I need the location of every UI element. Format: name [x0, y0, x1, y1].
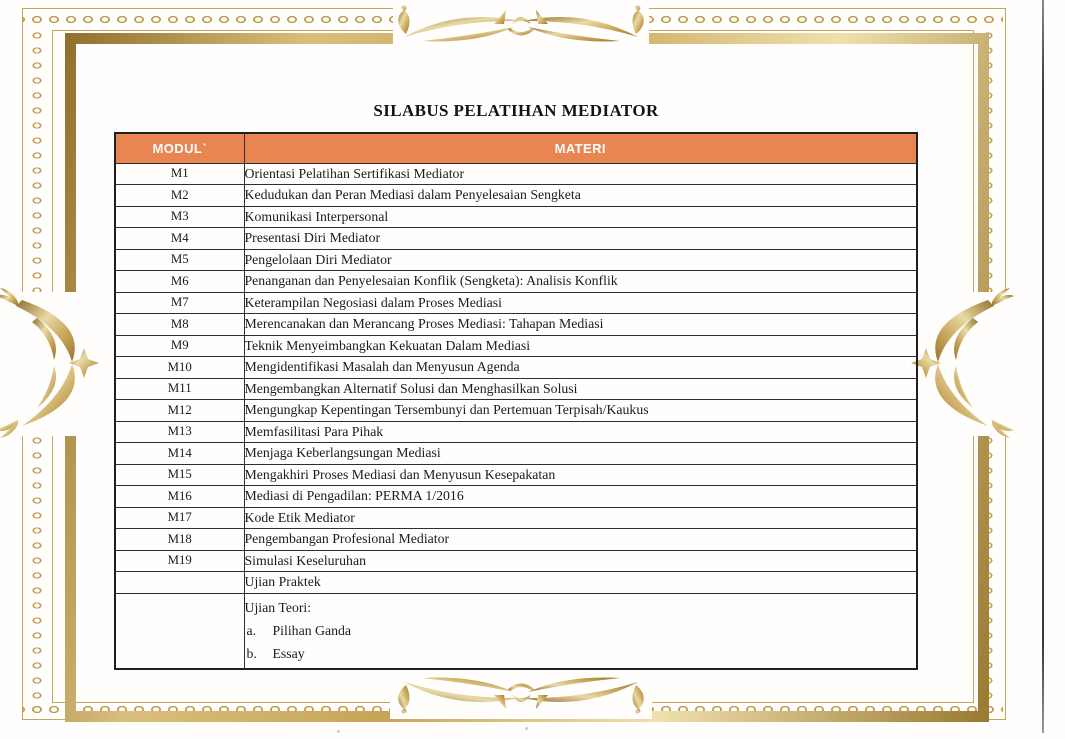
- table-row: [115, 357, 917, 379]
- modul-cell: M11: [115, 378, 244, 400]
- materi-cell: Memfasilitasi Para Pihak: [244, 421, 917, 443]
- materi-cell: Mengungkap Kepentingan Tersembunyi dan Pertemuan Terpisah/Kaukus: [244, 400, 917, 422]
- table-row: [115, 378, 917, 400]
- materi-cell: Komunikasi Interpersonal: [244, 206, 917, 228]
- modul-cell: M1: [115, 163, 244, 185]
- materi-cell: Pengembangan Profesional Mediator: [244, 529, 917, 551]
- materi-cell: Mediasi di Pengadilan: PERMA 1/2016: [244, 486, 917, 508]
- modul-cell: M4: [115, 228, 244, 250]
- modul-column-header: MODUL`: [115, 133, 244, 163]
- table-row: [115, 335, 917, 357]
- exam-item: [245, 619, 917, 642]
- table-row: [115, 249, 917, 271]
- materi-cell: Mengidentifikasi Masalah dan Menyusun Agenda: [244, 357, 917, 379]
- ornament-band-left: [23, 29, 51, 702]
- table-row: [115, 486, 917, 508]
- exam-modul-cell: [115, 593, 244, 669]
- table-row: [115, 421, 917, 443]
- syllabus-table-body: [115, 163, 917, 593]
- table-row: [115, 507, 917, 529]
- materi-cell: Merencanakan dan Merancang Proses Mediasi: Tahapan Mediasi: [244, 314, 917, 336]
- materi-cell: Pengelolaan Diri Mediator: [244, 249, 917, 271]
- modul-cell: M10: [115, 357, 244, 379]
- materi-cell: Simulasi Keseluruhan: [244, 550, 917, 572]
- table-row: [115, 400, 917, 422]
- table-row: [115, 206, 917, 228]
- modul-cell: M7: [115, 292, 244, 314]
- table-row: [115, 163, 917, 185]
- exam-row: [115, 593, 917, 669]
- materi-cell: Mengakhiri Proses Mediasi dan Menyusun Kesepakatan: [244, 464, 917, 486]
- materi-cell: Kedudukan dan Peran Mediasi dalam Penyelesaian Sengketa: [244, 185, 917, 207]
- table-row: [115, 314, 917, 336]
- materi-cell: Orientasi Pelatihan Sertifikasi Mediator: [244, 163, 917, 185]
- modul-cell: M9: [115, 335, 244, 357]
- modul-cell: M15: [115, 464, 244, 486]
- ornament-band-top: [23, 10, 1003, 29]
- exam-title: Ujian Teori:: [244, 600, 312, 616]
- table-row: [115, 292, 917, 314]
- modul-cell: M3: [115, 206, 244, 228]
- scan-speck: [525, 727, 528, 730]
- table-row: [115, 228, 917, 250]
- modul-cell: M18: [115, 529, 244, 551]
- table-row: [115, 550, 917, 572]
- modul-cell: M8: [115, 314, 244, 336]
- modul-cell: M12: [115, 400, 244, 422]
- materi-cell: Teknik Menyeimbangkan Kekuatan Dalam Mediasi: [244, 335, 917, 357]
- modul-cell: M2: [115, 185, 244, 207]
- modul-cell: M17: [115, 507, 244, 529]
- exam-item-text: Pilihan Ganda: [272, 623, 352, 639]
- materi-cell: Keterampilan Negosiasi dalam Proses Mediasi: [244, 292, 917, 314]
- modul-cell: M19: [115, 550, 244, 572]
- scan-edge-line: [1042, 0, 1044, 733]
- materi-cell: Ujian Praktek: [244, 572, 917, 594]
- modul-cell: M16: [115, 486, 244, 508]
- exam-items: [245, 619, 917, 665]
- scan-speck: [337, 730, 340, 733]
- table-header-row: [115, 133, 917, 163]
- materi-cell: Menjaga Keberlangsungan Mediasi: [244, 443, 917, 465]
- exam-item-text: Essay: [272, 646, 305, 662]
- table-row: [115, 443, 917, 465]
- exam-item: [245, 642, 917, 665]
- table-row: [115, 271, 917, 293]
- table-row: [115, 529, 917, 551]
- exam-materi-cell: [244, 593, 917, 669]
- materi-cell: Mengembangkan Alternatif Solusi dan Menghasilkan Solusi: [244, 378, 917, 400]
- materi-column-header: MATERI: [244, 133, 917, 163]
- materi-cell: Presentasi Diri Mediator: [244, 228, 917, 250]
- materi-cell: Kode Etik Mediator: [244, 507, 917, 529]
- syllabus-table: [114, 132, 918, 670]
- materi-cell: Penanganan dan Penyelesaian Konflik (Sengketa): Analisis Konflik: [244, 271, 917, 293]
- table-row: [115, 572, 917, 594]
- modul-cell: M5: [115, 249, 244, 271]
- exam-item-label: b.: [246, 646, 257, 662]
- exam-item-label: a.: [246, 623, 257, 639]
- table-row: [115, 464, 917, 486]
- table-row: [115, 185, 917, 207]
- modul-cell: M6: [115, 271, 244, 293]
- modul-cell: [115, 572, 244, 594]
- page-title: SILABUS PELATIHAN MEDIATOR: [373, 101, 659, 120]
- modul-cell: M14: [115, 443, 244, 465]
- modul-cell: M13: [115, 421, 244, 443]
